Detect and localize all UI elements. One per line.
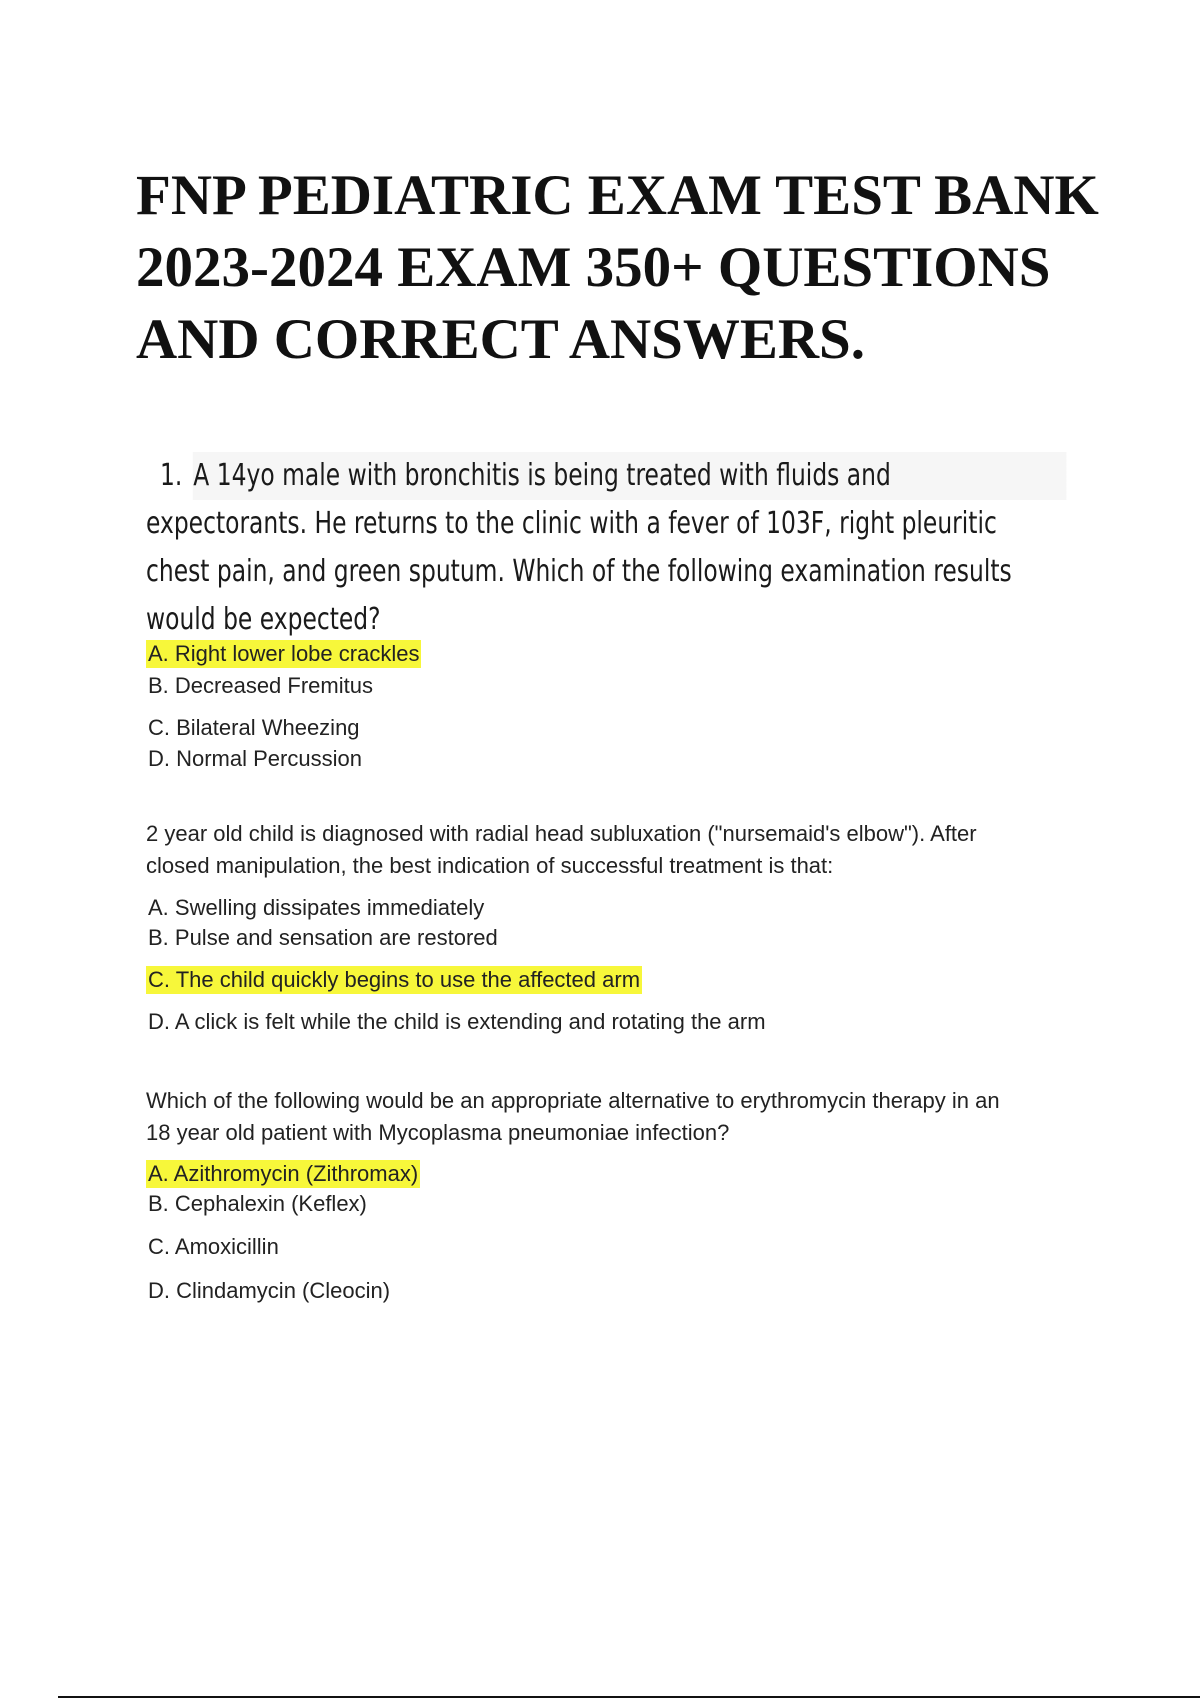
question-2-stem: [146, 818, 1106, 882]
question-number: 1.: [160, 458, 183, 493]
answer-option: D. A click is felt while the child is extending and rotating the arm: [148, 1009, 766, 1034]
question-1-stem: [146, 452, 1129, 644]
answer-option: C. Amoxicillin: [148, 1234, 279, 1259]
answer-option: A. Swelling dissipates immediately: [148, 895, 485, 920]
question-1-line-2: expectorants. He returns to the clinic with a fever of 103F, right pleuritic: [146, 506, 997, 541]
question-2-line-2: closed manipulation, the best indication of successful treatment is that:: [146, 853, 834, 878]
title-line-2: 2023-2024 EXAM 350+ QUESTIONS: [136, 236, 1051, 299]
footer-divider: [58, 1696, 1200, 1698]
document-title: [136, 160, 1200, 376]
question-2-line-1: 2 year old child is diagnosed with radial head subluxation ("nursemaid's elbow"). After: [146, 821, 977, 846]
question-1: [146, 452, 1126, 644]
answer-option-correct: C. The child quickly begins to use the affected arm: [148, 967, 641, 992]
question-1-line-1: A 14yo male with bronchitis is being treated with fluids and: [193, 458, 891, 493]
title-line-1: FNP PEDIATRIC EXAM TEST BANK: [136, 164, 1099, 227]
answer-option: B. Decreased Fremitus: [148, 673, 373, 698]
answer-option: B. Cephalexin (Keflex): [148, 1191, 367, 1216]
question-3-stem: [146, 1085, 1106, 1149]
title-line-3: AND CORRECT ANSWERS.: [136, 308, 866, 371]
question-3-line-2: 18 year old patient with Mycoplasma pneumoniae infection?: [146, 1120, 730, 1145]
answer-option: B. Pulse and sensation are restored: [148, 925, 498, 950]
question-3-line-1: Which of the following would be an appropriate alternative to erythromycin therapy in an: [146, 1088, 1000, 1113]
answer-option: D. Clindamycin (Cleocin): [148, 1278, 391, 1303]
question-1-line-4: would be expected?: [146, 602, 381, 637]
answer-option: D. Normal Percussion: [148, 746, 362, 771]
answer-option: C. Bilateral Wheezing: [148, 715, 360, 740]
answer-option-correct: A. Azithromycin (Zithromax): [148, 1161, 419, 1186]
answer-option-correct: A. Right lower lobe crackles: [148, 641, 420, 666]
question-1-line-3: chest pain, and green sputum. Which of the following examination results: [146, 554, 1012, 589]
